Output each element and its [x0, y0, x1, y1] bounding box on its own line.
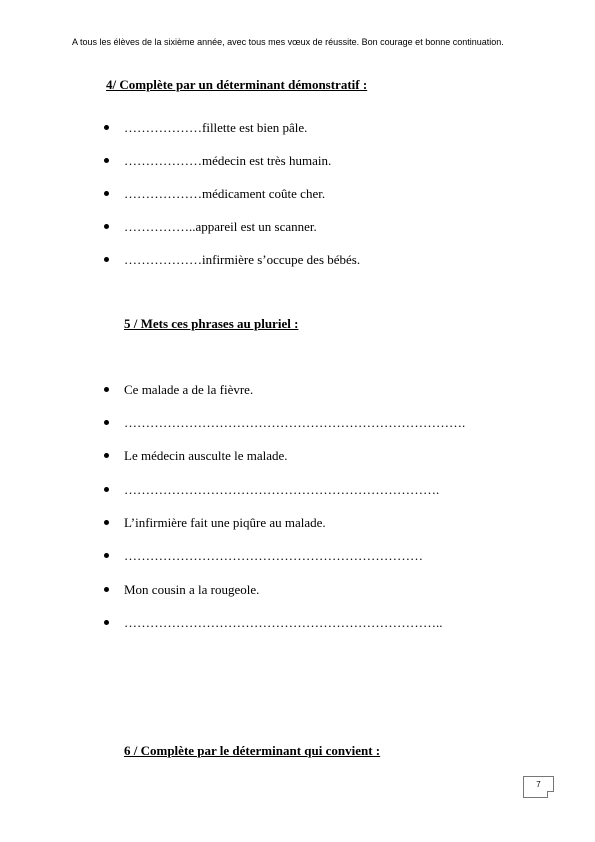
- item-text: ………………………………………………………………..: [124, 615, 443, 630]
- bullet-icon: [104, 158, 109, 163]
- item-text: Le médecin ausculte le malade.: [124, 448, 288, 463]
- item-text: ……………………………………………………………….: [124, 482, 440, 497]
- bullet-icon: [104, 620, 109, 625]
- section-4-title: 4/ Complète par un déterminant démonstratif :: [106, 77, 368, 92]
- bullet-icon: [104, 257, 109, 262]
- item-text: ………………fillette est bien pâle.: [124, 120, 308, 135]
- bullet-icon: [104, 420, 109, 425]
- bullet-icon: [104, 224, 109, 229]
- page-corner-icon: [547, 791, 554, 798]
- item-text: L’infirmière fait une piqûre au malade.: [124, 515, 326, 530]
- bullet-icon: [104, 387, 109, 392]
- bullet-icon: [104, 553, 109, 558]
- item-text: ……………………………………………………………: [124, 548, 423, 563]
- item-text: ………………infirmière s’occupe des bébés.: [124, 252, 361, 267]
- bullet-icon: [104, 587, 109, 592]
- item-text: ……………..appareil est un scanner.: [124, 219, 317, 234]
- item-text: ………………médicament coûte cher.: [124, 186, 326, 201]
- bullet-icon: [104, 487, 109, 492]
- page-number: 7: [536, 780, 541, 789]
- item-text: Ce malade a de la fièvre.: [124, 382, 254, 397]
- section-5-title: 5 / Mets ces phrases au pluriel :: [124, 316, 299, 331]
- section-6-title: 6 / Complète par le déterminant qui convient :: [124, 743, 381, 758]
- item-text: Mon cousin a la rougeole.: [124, 582, 260, 597]
- bullet-icon: [104, 520, 109, 525]
- item-text: …………………………………………………………………….: [124, 415, 466, 430]
- bullet-icon: [104, 191, 109, 196]
- page-number-box: [523, 776, 554, 798]
- bullet-icon: [104, 125, 109, 130]
- page-header-note: A tous les élèves de la sixième année, avec tous mes vœux de réussite. Bon courage et bonne continuation.: [72, 37, 504, 47]
- bullet-icon: [104, 453, 109, 458]
- item-text: ………………médecin est très humain.: [124, 153, 332, 168]
